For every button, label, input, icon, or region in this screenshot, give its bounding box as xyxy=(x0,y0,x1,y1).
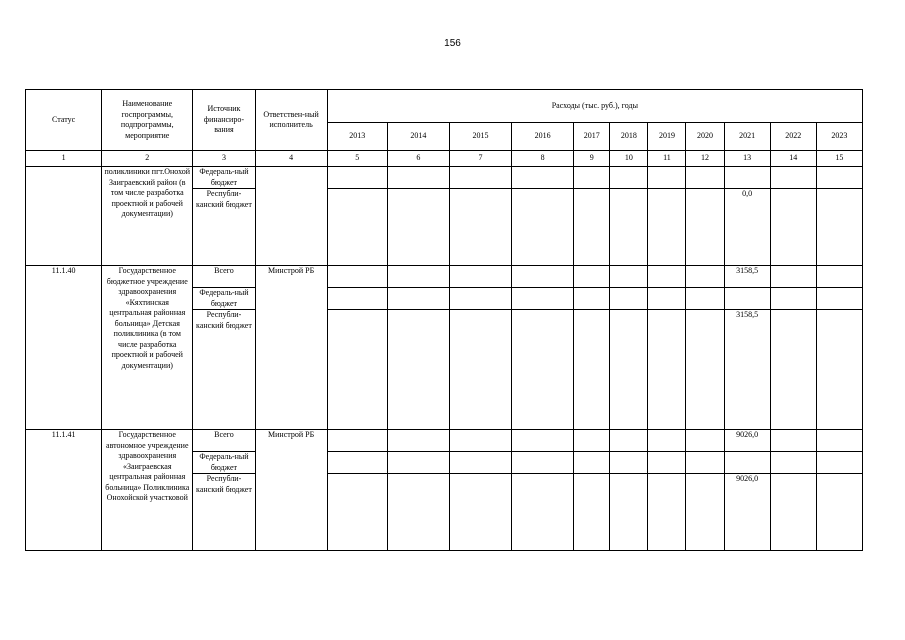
value-2021: 9026,0 xyxy=(724,430,770,452)
page-number: 156 xyxy=(444,38,461,49)
table-row xyxy=(26,430,863,452)
col-num: 4 xyxy=(255,151,327,167)
source-cell: Федераль-ный бюджет xyxy=(193,288,255,310)
source-cell: Всего xyxy=(193,266,255,288)
status-cell: 11.1.41 xyxy=(26,430,102,551)
source-cell: Республи-канский бюджет xyxy=(193,474,255,551)
source-cell: Всего xyxy=(193,430,255,452)
name-cell: Государственное автономное учреждение здравоохранения «Заиграевская центральная районная больница» Поликлиника Онохойской участковой xyxy=(102,430,193,551)
col-num: 15 xyxy=(816,151,862,167)
table-row xyxy=(26,266,863,288)
executor-cell: Минстрой РБ xyxy=(255,430,327,551)
source-cell: Республи-канский бюджет xyxy=(193,189,255,266)
col-num: 2 xyxy=(102,151,193,167)
table-row xyxy=(26,167,863,189)
executor-cell xyxy=(255,167,327,266)
year-2021: 2021 xyxy=(724,123,770,151)
header-executor: Ответствен-ный исполнитель xyxy=(255,90,327,151)
source-cell: Республи-канский бюджет xyxy=(193,310,255,430)
status-cell: 11.1.40 xyxy=(26,266,102,430)
header-row xyxy=(26,90,863,123)
year-2016: 2016 xyxy=(512,123,574,151)
col-num: 5 xyxy=(327,151,387,167)
year-2013: 2013 xyxy=(327,123,387,151)
column-numbers-row xyxy=(26,151,863,167)
value-2021: 9026,0 xyxy=(724,474,770,551)
year-2018: 2018 xyxy=(610,123,648,151)
year-2017: 2017 xyxy=(574,123,610,151)
name-cell: поликлиники пгт.Онохой Заиграевский район (в том числе разработка проектной и рабочей документации) xyxy=(102,167,193,266)
col-num: 9 xyxy=(574,151,610,167)
executor-cell: Минстрой РБ xyxy=(255,266,327,430)
year-2022: 2022 xyxy=(770,123,816,151)
col-num: 7 xyxy=(449,151,511,167)
col-num: 6 xyxy=(387,151,449,167)
value-2021: 3158,5 xyxy=(724,310,770,430)
header-expenses: Расходы (тыс. руб.), годы xyxy=(327,90,862,123)
name-cell: Государственное бюджетное учреждение здравоохранения «Кяхтинская центральная районная больница» Детская поликлиника (в том числе разработка проектной и рабочей документации) xyxy=(102,266,193,430)
value-2021: 3158,5 xyxy=(724,266,770,288)
year-2015: 2015 xyxy=(449,123,511,151)
header-status: Статус xyxy=(26,90,102,151)
status-cell xyxy=(26,167,102,266)
col-num: 11 xyxy=(648,151,686,167)
year-2019: 2019 xyxy=(648,123,686,151)
col-num: 3 xyxy=(193,151,255,167)
col-num: 8 xyxy=(512,151,574,167)
col-num: 10 xyxy=(610,151,648,167)
header-name: Наименование госпрограммы, подпрограммы, мероприятие xyxy=(102,90,193,151)
col-num: 1 xyxy=(26,151,102,167)
year-2020: 2020 xyxy=(686,123,724,151)
col-num: 12 xyxy=(686,151,724,167)
year-2014: 2014 xyxy=(387,123,449,151)
value-2021: 0,0 xyxy=(724,189,770,266)
col-num: 14 xyxy=(770,151,816,167)
year-2023: 2023 xyxy=(816,123,862,151)
col-num: 13 xyxy=(724,151,770,167)
source-cell: Федераль-ный бюджет xyxy=(193,452,255,474)
header-source: Источник финансиро-вания xyxy=(193,90,255,151)
budget-table xyxy=(25,89,863,551)
source-cell: Федераль-ный бюджет xyxy=(193,167,255,189)
